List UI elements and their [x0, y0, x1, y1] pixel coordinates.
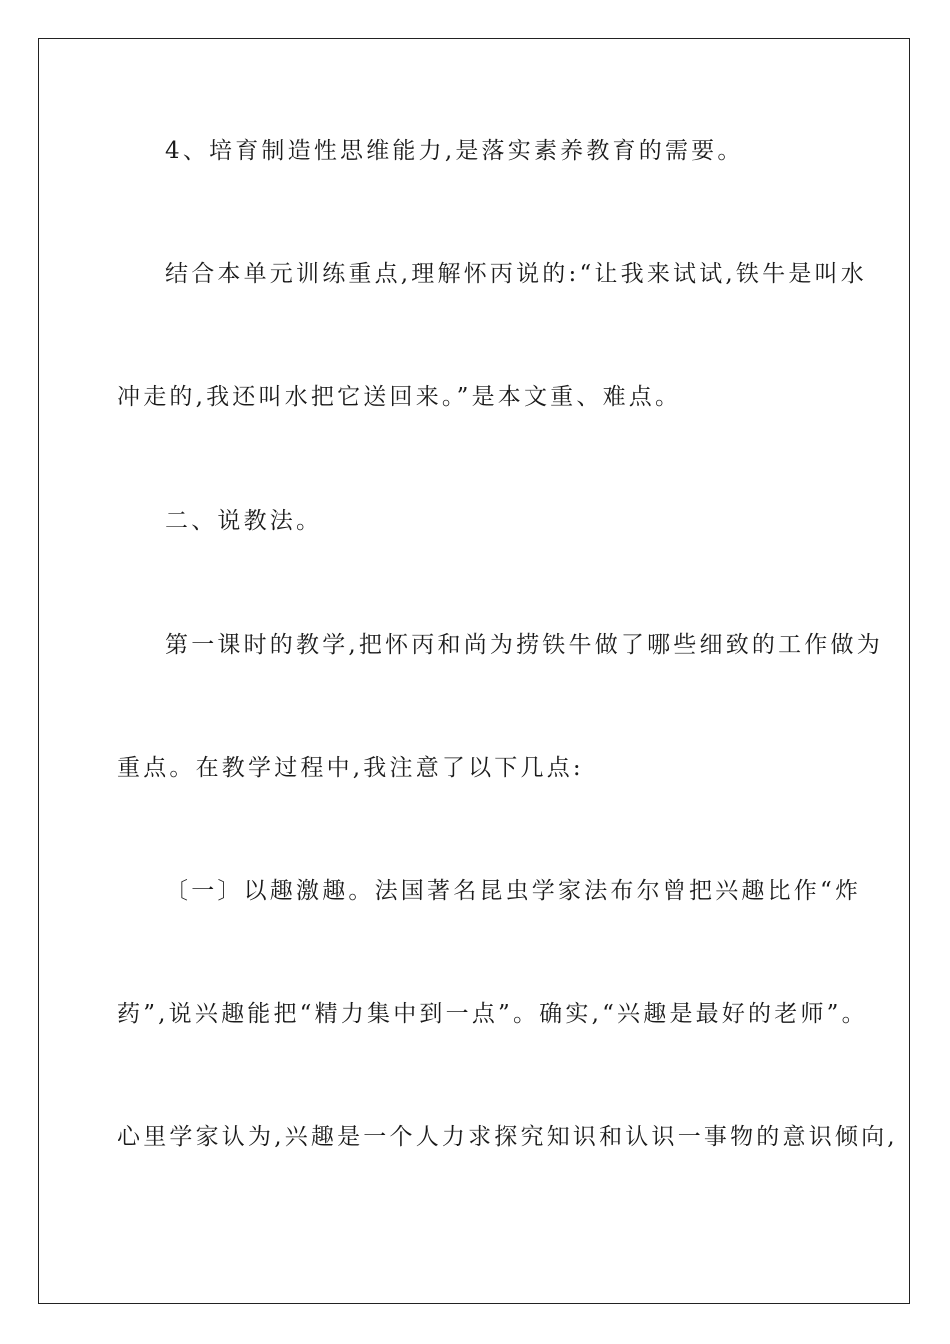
page-border	[38, 38, 910, 1304]
paragraph-line-6: 重点。在教学过程中,我注意了以下几点:	[117, 755, 584, 781]
paragraph-line-2: 结合本单元训练重点,理解怀丙说的:“让我来试试,铁牛是叫水	[165, 261, 867, 287]
paragraph-line-9: 心里学家认为,兴趣是一个人力求探究知识和认识一事物的意识倾向,	[117, 1124, 898, 1150]
section-heading: 二、说教法。	[165, 508, 323, 534]
paragraph-line-7: 〔一〕以趣激趣。法国著名昆虫学家法布尔曾把兴趣比作“炸	[165, 878, 862, 904]
paragraph-line-8: 药”,说兴趣能把“精力集中到一点”。确实,“兴趣是最好的老师”。	[117, 1001, 868, 1027]
paragraph-line-1: 4、培育制造性思维能力,是落实素养教育的需要。	[165, 138, 744, 164]
paragraph-line-5: 第一课时的教学,把怀丙和尚为捞铁牛做了哪些细致的工作做为	[165, 632, 883, 658]
paragraph-line-3: 冲走的,我还叫水把它送回来。”是本文重、难点。	[117, 384, 682, 410]
